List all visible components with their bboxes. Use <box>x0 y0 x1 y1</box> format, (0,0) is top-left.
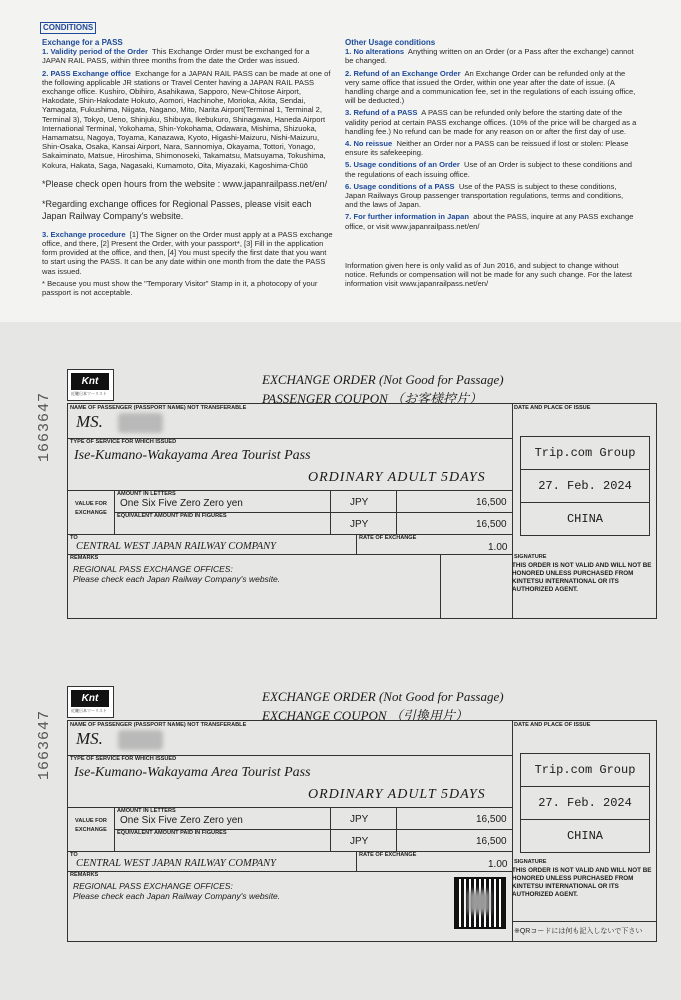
service-value: Ise-Kumano-Wakayama Area Tourist Pass <box>74 765 311 780</box>
passenger-name: MS. <box>76 729 103 748</box>
usage-item: 4. No reissue Neither an Order nor a PASS can be reissued if lost or stolen: Please ensure its safekeeping. <box>345 139 629 158</box>
issue-date: 27. Feb. 2024 <box>538 796 632 810</box>
conditions-left-column <box>42 38 334 300</box>
knt-logo: Knt 近畿日本ツーリスト <box>67 686 114 718</box>
to-label: TO <box>70 535 78 541</box>
usage-item: 6. Usage conditions of a PASS Use of the PASS is subject to these conditions, Japan Railways Group passenger transportation regulations, terms and conditions, and the laws of Japan. <box>345 181 624 210</box>
condition-item: 2. PASS Exchange office Exchange for a JAPAN RAIL PASS can be made at one of the following applicable JR stations or Travel Center having a JAPAN RAIL PASS exchange office. Kushiro, Obihiro, Asahikawa, Sapporo, New-Chitose Airport, Hakodate, Shin-Hakodate Hokuto, Aomori, Hachinohe, Morioka, Akita, Sendai, Yamagata, Fukushima, Niigata, Nagano, Mito, Narita Airport(Terminal 1, Terminal 2, Terminal 3), Tokyo, Ueno, Shinjuku, Shibuya, Ikebukuro, Shinagawa, Haneda Airport International Terminal, Yokohama, Shin-Yokohama, Odawara, Mishima, Shizuoka, Hamamatsu, Nagoya, Toyama, Kanazawa, Kyoto, Higashi-Maizuru, Nishi-Maizuru, Shin-Osaka, Osaka, Kansai Airport, Nara, Sannomiya, Okayama, Tottori, Yonago, Sakaiminato, Matsue, Hiroshima, Shimonoseki, Takamatsu, Matsuyama, Tokushima, Kokura, Hakata, Saga, Nagasaki, Kumamoto, Oita, Miyazaki, Kagoshima-Chūō <box>42 68 331 170</box>
signature-label: SIGNATURE <box>514 554 547 560</box>
condition-item: 1. Validity period of the Order This Exchange Order must be exchanged for a JAPAN RAIL PASS, within three months from the date the Order was issued. <box>42 47 310 66</box>
to-value: CENTRAL WEST JAPAN RAILWAY COMPANY <box>76 858 276 869</box>
name-label: NAME OF PASSENGER (PASSPORT NAME) NOT TRANSFERABLE <box>70 405 247 411</box>
usage-item: 2. Refund of an Exchange Order An Exchange Order can be refunded only at the very same office that issued the Order, within one year after the date of issue. (A handling charge and a communication fee, set in the regulations of each issuing office, will be deducted.) <box>345 68 636 106</box>
coupon-subtitle: PASSENGER COUPON （お客様控片） <box>262 391 483 406</box>
issue-label: DATE AND PLACE OF ISSUE <box>514 722 591 728</box>
to-value: CENTRAL WEST JAPAN RAILWAY COMPANY <box>76 541 276 552</box>
currency-2: JPY <box>350 519 369 530</box>
conditions-section <box>0 0 681 322</box>
signature-text: THIS ORDER IS NOT VALID AND WILL NOT BE HONORED UNLESS PURCHASED FROM KINTETSU INTERNATIONAL OR ITS AUTHORIZED AGENT. <box>512 562 652 593</box>
footer-note: Information given here is only valid as of Jun 2016, and subject to change without notice. Refunds or compensation will not be made for any such change. For the latest information visit www.japanrailpass.net/en/ <box>345 260 633 289</box>
exchange-coupon <box>67 686 657 942</box>
passenger-name: MS. <box>76 412 103 431</box>
issue-label: DATE AND PLACE OF ISSUE <box>514 405 591 411</box>
issue-place: CHINA <box>566 512 603 526</box>
amount-1: 16,500 <box>476 814 507 825</box>
remarks-label: REMARKS <box>70 555 99 561</box>
regional-note: *Regarding exchange offices for Regional Passes, please visit each Japan Railway Company's website. <box>42 198 312 221</box>
qr-code <box>454 877 506 929</box>
amount-letters: One Six Five Zero Zero yen <box>120 815 243 826</box>
service-class: ORDINARY ADULT 5DAYS <box>308 470 486 485</box>
issuer: Trip.com Group <box>534 763 636 777</box>
coupon-form <box>67 403 657 619</box>
rate-label: RATE OF EXCHANGE <box>359 852 417 858</box>
currency-2: JPY <box>350 836 369 847</box>
coupon-subtitle: EXCHANGE COUPON （引換用片） <box>262 708 468 723</box>
issue-box <box>520 436 650 536</box>
equiv-label: EQUIVALENT AMOUNT PAID IN FIGURES <box>117 513 227 519</box>
conditions-right-column <box>345 38 637 291</box>
knt-logo: Knt 近畿日本ツーリスト <box>67 369 114 401</box>
issue-date: 27. Feb. 2024 <box>538 479 632 493</box>
serial-number: 1663647 <box>36 391 53 462</box>
passenger-coupon <box>67 369 657 621</box>
service-label: TYPE OF SERVICE FOR WHICH ISSUED <box>70 756 177 762</box>
coupon-form <box>67 720 657 942</box>
redacted-name <box>118 413 163 433</box>
amount-letters-label: AMOUNT IN LETTERS <box>117 808 176 814</box>
hours-note: *Please check open hours from the website : www.japanrailpass.net/en/ <box>42 178 328 189</box>
signature-label: SIGNATURE <box>514 859 547 865</box>
coupon-title: EXCHANGE ORDER (Not Good for Passage) <box>262 372 504 387</box>
usage-item: 7. For further information in Japan about the PASS, inquire at any PASS exchange office, or visit www.japanrailpass.net/en/ <box>345 212 634 231</box>
remarks-line-1: REGIONAL PASS EXCHANGE OFFICES: <box>73 564 233 574</box>
remarks-label: REMARKS <box>70 872 99 878</box>
service-label: TYPE OF SERVICE FOR WHICH ISSUED <box>70 439 177 445</box>
qr-note: ※QRコードには何も記入しないで下さい <box>514 928 643 935</box>
rate-value: 1.00 <box>488 542 508 553</box>
procedure-note: * Because you must show the "Temporary Visitor" Stamp in it, a photocopy of your passport is not acceptable. <box>42 278 318 298</box>
currency-1: JPY <box>350 497 369 508</box>
equiv-label: EQUIVALENT AMOUNT PAID IN FIGURES <box>117 830 227 836</box>
service-value: Ise-Kumano-Wakayama Area Tourist Pass <box>74 448 311 463</box>
remarks-line-1: REGIONAL PASS EXCHANGE OFFICES: <box>73 881 233 891</box>
amount-letters-label: AMOUNT IN LETTERS <box>117 491 176 497</box>
amount-2: 16,500 <box>476 519 507 530</box>
remarks-line-2: Please check each Japan Railway Company's website. <box>73 891 281 901</box>
left-heading: Exchange for a PASS <box>42 38 123 47</box>
issue-place: CHINA <box>566 829 603 843</box>
issuer: Trip.com Group <box>534 446 636 460</box>
usage-item: 1. No alterations Anything written on an Order (or a Pass after the exchange) cannot be changed. <box>345 47 634 66</box>
redacted-name <box>118 730 163 750</box>
amount-2: 16,500 <box>476 836 507 847</box>
conditions-tag: CONDITIONS <box>40 22 96 34</box>
rate-value: 1.00 <box>488 859 508 870</box>
rate-label: RATE OF EXCHANGE <box>359 535 417 541</box>
serial-number: 1663647 <box>36 709 53 780</box>
name-label: NAME OF PASSENGER (PASSPORT NAME) NOT TRANSFERABLE <box>70 722 247 728</box>
usage-item: 5. Usage conditions of an Order Use of an Order is subject to these conditions and the regulations of each issuing office. <box>345 160 633 179</box>
value-label: VALUE FOR EXCHANGE <box>75 818 107 833</box>
remarks-line-2: Please check each Japan Railway Company's website. <box>73 574 281 584</box>
procedure: 3. Exchange procedure [1] The Signer on the Order must apply at a PASS exchange office, and there, [2] Present the Order, with your passport*, [3] Fill in the application form provided at the office, and then, [4] You must specify the first date that you want to start using the PASS. It can be any date within one month from the date the PASS was issued. <box>42 229 333 276</box>
service-class: ORDINARY ADULT 5DAYS <box>308 787 486 802</box>
signature-text: THIS ORDER IS NOT VALID AND WILL NOT BE HONORED UNLESS PURCHASED FROM KINTETSU INTERNATIONAL OR ITS AUTHORIZED AGENT. <box>512 867 652 898</box>
amount-1: 16,500 <box>476 497 507 508</box>
issue-box <box>520 753 650 853</box>
currency-1: JPY <box>350 814 369 825</box>
coupon-title: EXCHANGE ORDER (Not Good for Passage) <box>262 689 504 704</box>
usage-item: 3. Refund of a PASS A PASS can be refunded only before the starting date of the validity period at certain PASS exchange offices. (10% of the price will be charged as a handling fee.) No refund can be made for any reason on or after the first day of use. <box>345 108 637 136</box>
amount-letters: One Six Five Zero Zero yen <box>120 498 243 509</box>
right-heading: Other Usage conditions <box>345 38 436 47</box>
value-label: VALUE FOR EXCHANGE <box>75 501 107 516</box>
to-label: TO <box>70 852 78 858</box>
